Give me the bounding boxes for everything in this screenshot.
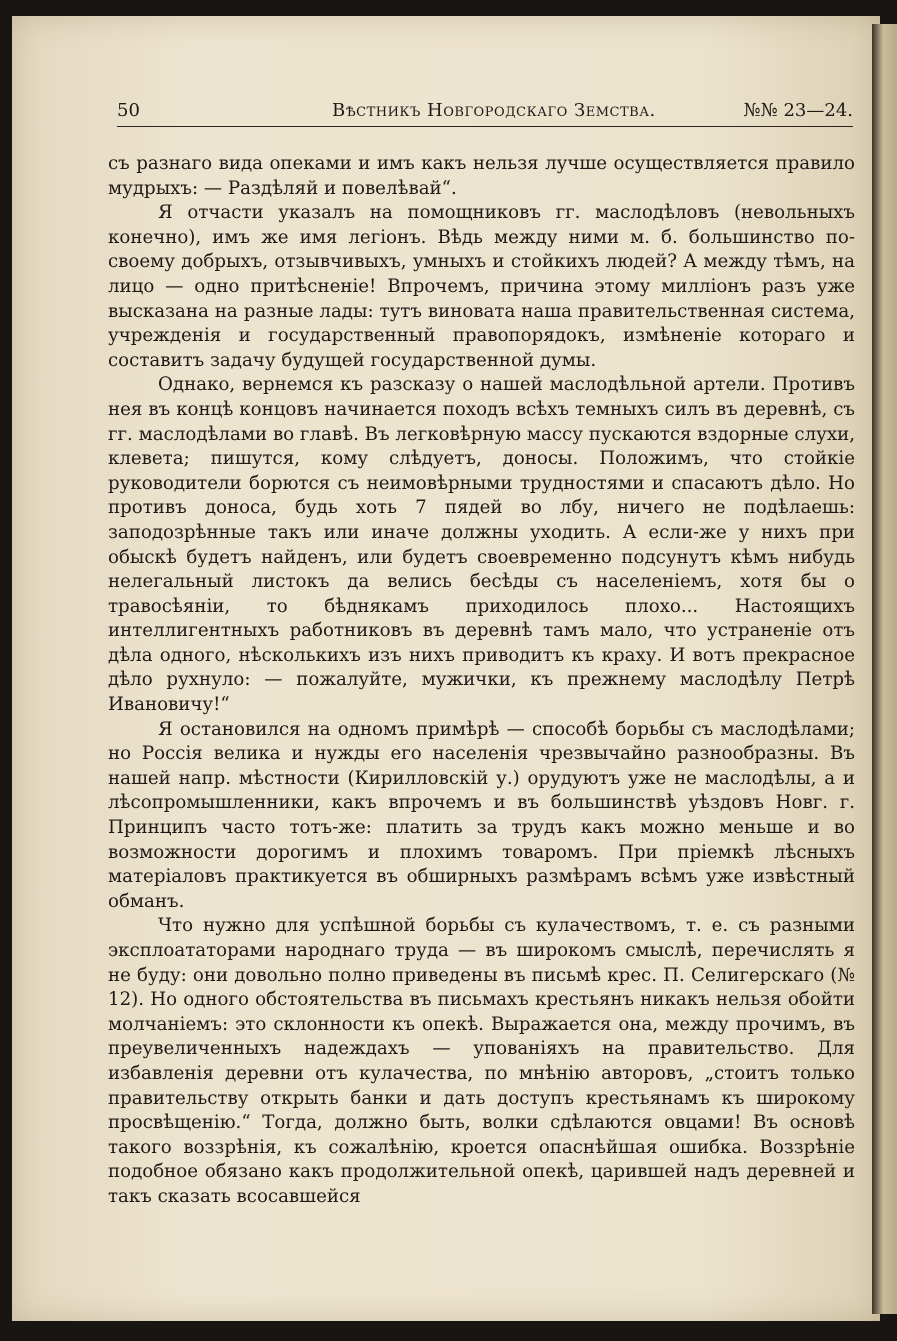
paragraph: Что нужно для успѣшной борьбы съ кулачествомъ, т. е. съ разными эксплоататорами народнаго труда — въ широкомъ смыслѣ, перечислять я не буду: они довольно полно приведены въ письмѣ крес. П. Селигерскаго (№ 12). Но одного обстоятельства въ письмахъ крестьянъ никакъ нельзя обойти молчаніемъ: это склонности къ опекѣ. Выражается она, между прочимъ, въ преувеличенныхъ надеждахъ — упованіяхъ на правительство. Для избавленія деревни отъ кулачества, по мнѣнію авторовъ, „стоитъ только правительству открыть банки и дать доступъ крестьянамъ къ широкому просвѣщенію.“ Тогда, должно быть, волки сдѣлаются овцами! Въ основѣ такого воззрѣнія, къ сожалѣнію, кроется опаснѣйшая ошибка. Воззрѣніе подобное обязано какъ продолжительной опекѣ, царившей надъ деревней и такъ сказать всосавшейся: [108, 915, 855, 1207]
journal-title: Вѣстникъ Новгородскаго Земства.: [332, 100, 656, 121]
issue-number: №№ 23—24.: [743, 100, 853, 121]
page-number: 50: [117, 100, 140, 121]
book-spine-edge: [872, 24, 897, 1314]
running-header: [117, 100, 853, 127]
paragraph: Я остановился на одномъ примѣрѣ — способѣ борьбы съ маслодѣлами; но Россія велика и нужды его населенія чрезвычайно разнообразны. Въ нашей напр. мѣстности (Кирилловскій у.) орудуютъ уже не маслодѣлы, а и лѣсопромышленники, какъ впрочемъ и въ большинствѣ уѣздовъ Новг. г. Принципъ часто тотъ-же: платить за трудъ какъ можно меньше и во возможности дорогимъ и плохимъ товаромъ. При пріемкѣ лѣсныхъ матеріаловъ практикуется въ обширныхъ размѣрамъ всѣмъ уже извѣстный обманъ.: [108, 718, 855, 912]
paragraph: Я отчасти указалъ на помощниковъ гг. маслодѣловъ (невольныхъ конечно), имъ же имя легіонъ. Вѣдь между ними м. б. большинство по-своему добрыхъ, отзывчивыхъ, умныхъ и стойкихъ людей? А между тѣмъ, на лицо — одно притѣсненіе! Впрочемъ, причина этому милліонъ разъ уже высказана на разные лады: тутъ виновата наша правительственная система, учрежденія и государственный правопорядокъ, измѣненіе котораго и составитъ задачу будущей государственной думы.: [108, 202, 855, 371]
paragraph: Однако, вернемся къ разсказу о нашей маслодѣльной артели. Противъ нея въ концѣ концовъ начинается походъ всѣхъ темныхъ силъ въ деревнѣ, съ гг. маслодѣлами во главѣ. Въ легковѣрную массу пускаются вздорные слухи, клевета; пишутся, кому слѣдуетъ, доносы. Положимъ, что стойкіе руководители борются съ неимовѣрными трудностями и спасаютъ дѣло. Но противъ доноса, будь хоть 7 пядей во лбу, ничего не подѣлаешь: заподозрѣнные такъ или иначе должны уходить. А если-же у нихъ при обыскѣ будетъ найденъ, или будетъ своевременно подсунутъ кѣмъ нибудь нелегальный листокъ да велись бесѣды съ населеніемъ, хотя бы о травосѣяніи, то бѣднякамъ приходилось плохо... Настоящихъ интеллигентныхъ работниковъ въ деревнѣ тамъ мало, что устраненіе отъ дѣла одного, нѣсколькихъ изъ нихъ приводитъ къ краху. И вотъ прекрасное дѣло рухнуло: — пожалуйте, мужички, къ прежнему маслодѣлу Петрѣ Ивановичу!“: [108, 374, 855, 716]
article-text: [108, 152, 855, 1210]
paragraph-continuation: съ разнаго вида опеками и имъ какъ нельзя лучше осуществляется правило мудрыхъ: — Раздѣляй и повелѣвай“.: [108, 153, 855, 199]
